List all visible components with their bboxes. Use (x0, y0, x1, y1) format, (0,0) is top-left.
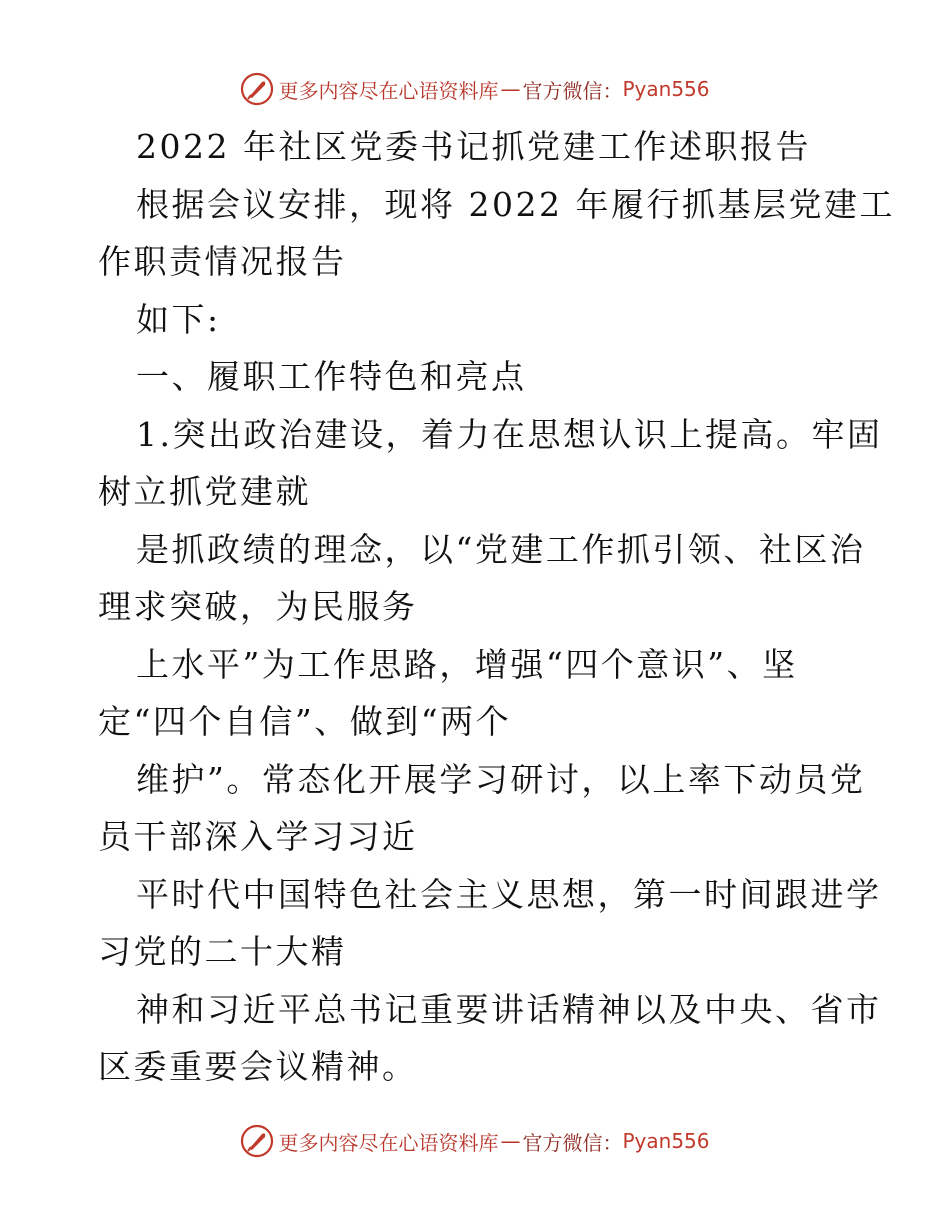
paragraph-line: 神和习近平总书记重要讲话精神以及中央、省市 (136, 989, 882, 1029)
watermark-official-label: 官方微信： (522, 78, 623, 103)
quill-pen-seal-icon (240, 1124, 274, 1158)
paragraph-line: 1.突出政治建设，着力在思想认识上提高。牢固 (136, 414, 883, 454)
paragraph-line: 定“四个自信”、做到“两个 (98, 702, 512, 741)
quill-pen-seal-icon (240, 72, 274, 106)
watermark-account-id: Pyan556 (622, 77, 710, 101)
paragraph-line: 员干部深入学习习近 (98, 817, 418, 856)
watermark-main-text: 更多内容尽在心语资料库 (278, 78, 499, 103)
paragraph-line: 习党的二十大精 (98, 932, 347, 971)
watermark-main-text: 更多内容尽在心语资料库 (278, 1130, 499, 1155)
watermark-separator: — (500, 77, 521, 101)
watermark-account-id: Pyan556 (622, 1129, 710, 1153)
paragraph-line: 如下: (136, 299, 221, 339)
document-body (98, 118, 895, 1096)
paragraph-line: 理求突破，为民服务 (98, 587, 418, 626)
watermark-separator: — (500, 1129, 521, 1153)
paragraph-line: 根据会议安排，现将 2022 年履行抓基层党建工 (136, 184, 895, 224)
footer-watermark (0, 1124, 950, 1158)
paragraph-line: 区委重要会议精神。 (98, 1047, 418, 1086)
header-watermark (0, 72, 950, 106)
document-title: 2022 年社区党委书记抓党建工作述职报告 (136, 127, 811, 166)
paragraph-line: 是抓政绩的理念，以“党建工作抓引领、社区治 (136, 529, 866, 569)
watermark-official-label: 官方微信： (522, 1130, 623, 1155)
paragraph-line: 树立抓党建就 (98, 472, 311, 511)
paragraph-line: 作职责情况报告 (98, 242, 347, 281)
paragraph-line: 维护”。常态化开展学习研讨，以上率下动员党 (136, 759, 866, 799)
paragraph-line: 上水平”为工作思路，增强“四个意识”、坚 (136, 644, 798, 684)
paragraph-line: 平时代中国特色社会主义思想，第一时间跟进学 (136, 874, 882, 914)
section-heading: 一、履职工作特色和亮点 (136, 357, 527, 396)
